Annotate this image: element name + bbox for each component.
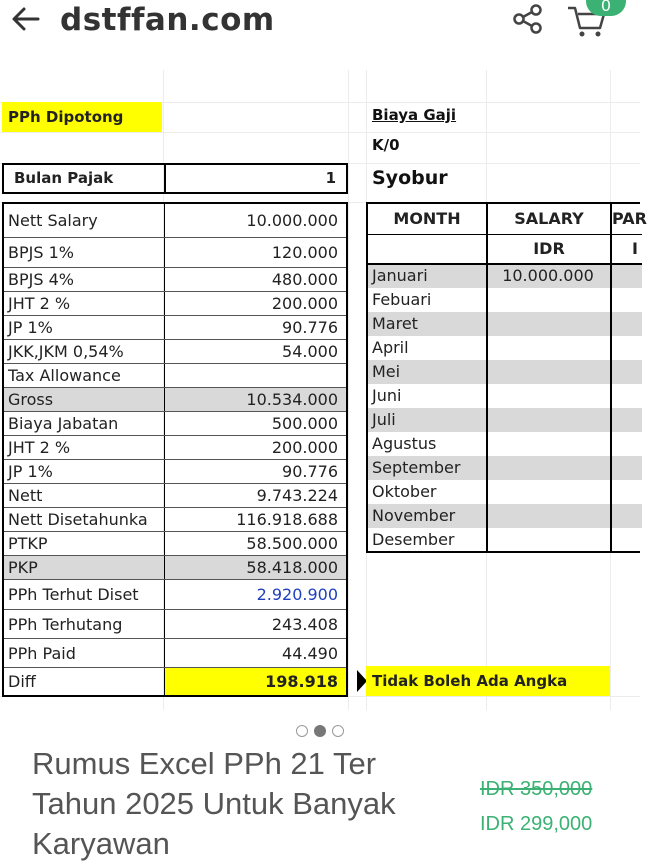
jan-salary: 10.000.000	[502, 266, 594, 285]
table-row: JHT 2 % 200.000	[4, 291, 346, 315]
list-item: Januari 10.000.000	[368, 264, 642, 288]
share-icon[interactable]	[510, 2, 546, 36]
table-row: PPh Paid 44.490	[4, 638, 346, 667]
table-row: JKK,JKM 0,54% 54.000	[4, 339, 346, 363]
list-item: September	[368, 456, 642, 480]
pph-dipotong-label: PPh Dipotong	[2, 102, 162, 132]
diff-value: 198.918	[165, 668, 346, 695]
table-row: JP 1% 90.776	[4, 315, 346, 339]
product-title: Rumus Excel PPh 21 Ter Tahun 2025 Untuk Banyak Karyawan	[32, 746, 396, 861]
list-item: Oktober	[372, 482, 437, 501]
table-row: BPJS 1% 120.000	[4, 237, 346, 267]
carousel-dot-active[interactable]	[314, 725, 326, 737]
product-image-spreadsheet[interactable]	[0, 70, 647, 710]
back-arrow-icon[interactable]	[8, 4, 44, 34]
carousel-dot[interactable]	[296, 725, 308, 737]
salary-header: SALARY	[514, 209, 584, 228]
table-row: PTKP 58.500.000	[4, 531, 346, 555]
sale-price: IDR 299,000	[480, 813, 593, 835]
table-row: Tax Allowance	[4, 363, 346, 387]
list-item: Desember	[372, 530, 455, 549]
third-header: PAR	[612, 209, 647, 228]
table-row: JP 1% 90.776	[4, 459, 346, 483]
list-item: Juni	[372, 386, 402, 405]
warning-note: Tidak Boleh Ada Angka	[366, 666, 610, 696]
list-item: April	[372, 338, 409, 357]
table-row: Nett Disetahunka 116.918.688	[4, 507, 346, 531]
table-row: PKP 58.418.000	[4, 555, 346, 579]
carousel-dot[interactable]	[332, 725, 344, 737]
list-item: Maret	[368, 312, 642, 336]
table-row: Gross 10.534.000	[4, 387, 346, 411]
bulan-pajak-value: 1	[325, 169, 336, 187]
table-row: BPJS 4% 480.000	[4, 267, 346, 291]
table-row: Nett Salary 10.000.000	[4, 204, 346, 237]
pph-calculation-table	[2, 202, 348, 697]
status-label: K/0	[372, 136, 400, 154]
list-item: November	[368, 504, 642, 528]
top-bar	[0, 0, 640, 44]
third-subheader: I	[632, 239, 638, 258]
diff-row: Diff 198.918	[4, 667, 346, 695]
monthly-salary-table	[366, 202, 647, 553]
site-name[interactable]: dstffan.com	[60, 2, 275, 38]
bulan-pajak-row	[2, 163, 348, 194]
employee-name: Syobur	[372, 167, 448, 189]
list-item: Febuari	[372, 290, 432, 309]
table-row: Biaya Jabatan 500.000	[4, 411, 346, 435]
list-item: Mei	[368, 360, 642, 384]
table-row: PPh Terhutang 243.408	[4, 609, 346, 638]
month-header: MONTH	[393, 209, 461, 228]
table-row: JHT 2 % 200.000	[4, 435, 346, 459]
list-item: Juli	[368, 408, 642, 432]
list-item: Agustus	[372, 434, 437, 453]
salary-currency: IDR	[533, 239, 565, 258]
biaya-gaji-label: Biaya Gaji	[372, 106, 457, 124]
original-price: IDR 350,000	[480, 778, 593, 800]
bulan-pajak-label: Bulan Pajak	[14, 169, 114, 187]
carousel-pagination	[296, 724, 348, 738]
table-row: Nett 9.743.224	[4, 483, 346, 507]
table-row: PPh Terhut Diset 2.920.900	[4, 579, 346, 609]
cart-count-badge: 0	[586, 0, 626, 16]
